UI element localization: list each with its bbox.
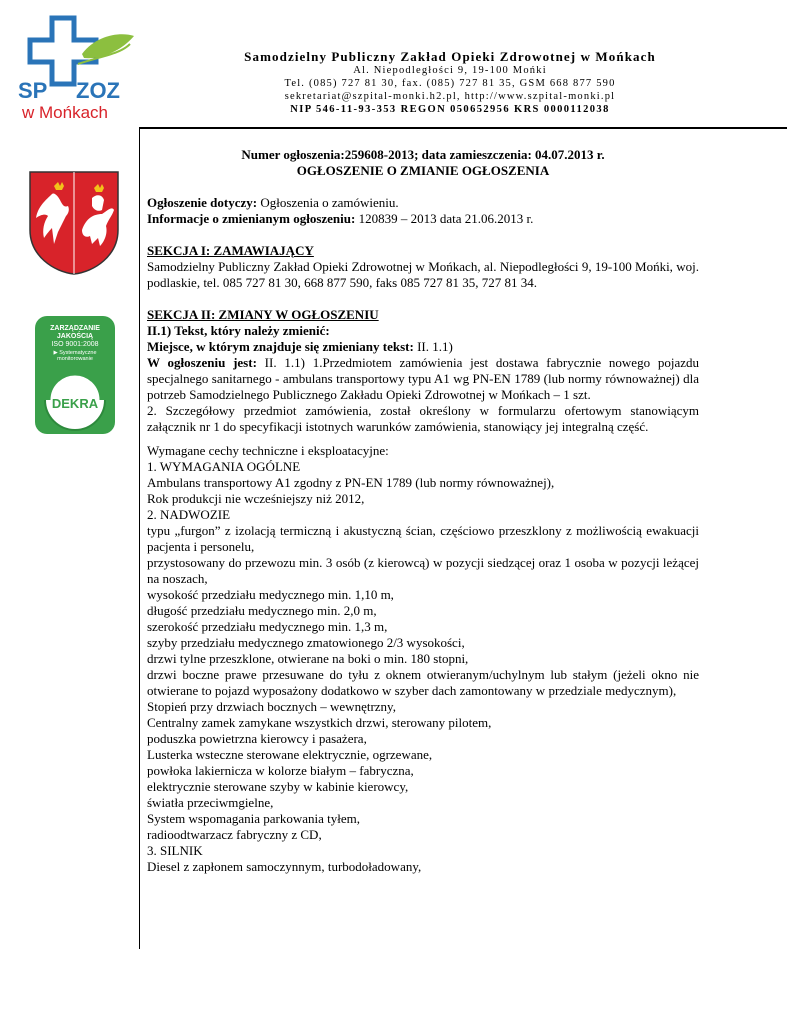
document-body [147,147,699,875]
header-divider [139,127,787,129]
institution-address: Al. Niepodległości 9, 19-100 Mońki [353,65,547,76]
institution-ids: NIP 546-11-93-353 REGON 050652956 KRS 0000112038 [290,104,610,115]
svg-text:ZARZĄDZANIE: ZARZĄDZANIE [50,325,100,332]
requirement-line: poduszka powietrzna kierowcy i pasażera, [147,731,367,746]
requirement-line: szerokość przedziału medycznego min. 1,3 m, [147,619,388,634]
institution-phones: Tel. (085) 727 81 30, fax. (085) 727 81 35, GSM 668 877 590 [284,78,616,89]
svg-text:JAKOŚCIĄ: JAKOŚCIĄ [56,333,94,340]
letterhead-text [140,50,760,116]
requirement-line: Stopień przy drzwiach bocznych – wewnętrzny, [147,699,396,714]
requirement-line: światła przeciwmgielne, [147,795,274,810]
requirement-line: typu „furgon” z izolacją termiczną i akustyczną ścian, częściowo przeszklony z możliwością ewakuacji pacjenta i personelu, [147,523,699,554]
requirement-line: 3. SILNIK [147,843,203,858]
logo-sp: SP [18,78,48,103]
margin-line [139,127,140,949]
institution-name: Samodzielny Publiczny Zakład Opieki Zdrowotnej w Mońkach [244,49,656,64]
logo-city: w Mońkach [22,103,108,122]
requirement-line: szyby przedziału medycznego zmatowionego 2/3 wysokości, [147,635,465,650]
dekra-certificate [33,314,117,436]
requirements-list [147,459,699,875]
requirement-line: 1. WYMAGANIA OGÓLNE [147,459,301,474]
requirement-line: 2. NADWOZIE [147,507,231,522]
place-line: Miejsce, w którym znajduje się zmieniany tekst: II. 1.1) [147,339,453,354]
requirement-line: elektrycznie sterowane szyby w kabinie kierowcy, [147,779,409,794]
paragraph-2: 2. Szczegółowy przedmiot zamówienia, został określony w formularzu ofertowym stanowiącym załącznik nr 1 do specyfikacji istotnych warunków zamówienia, stanowiący jej integralną część. [147,403,699,434]
requirement-line: Diesel z zapłonem samoczynnym, turbodoładowany, [147,859,422,874]
logo-zoz: ZOZ [76,78,120,103]
requirement-line: drzwi boczne prawe przesuwane do tyłu z oknem otwieranym/uchylnym lub stałym (jeżeli okno nie otwierane to pojazd wyposażony dodatkowo w szyber dach zamontowany w przedziale medycznym), [147,667,699,698]
requirement-line: Lusterka wsteczne sterowane elektrycznie, ogrzewane, [147,747,433,762]
section-2-title: SEKCJA II: ZMIANY W OGŁOSZENIU [147,307,379,322]
dekra-badge-icon [33,314,117,436]
institution-web: sekretariat@szpital-monki.h2.pl, http://www.szpital-monki.pl [284,91,616,102]
spzoz-logo [12,14,138,124]
requirement-line: drzwi tylne przeszklone, otwierane na boki o min. 180 stopni, [147,651,469,666]
requirement-line: Rok produkcji nie wcześniejszy niż 2012, [147,491,365,506]
requirements-intro: Wymagane cechy techniczne i eksploatacyjne: [147,443,389,458]
svg-text:▶ Systematyczne: ▶ Systematyczne [53,350,97,356]
section-1-title: SEKCJA I: ZAMAWIAJĄCY [147,243,314,258]
info-line: Informacje o zmienianym ogłoszeniu: 120839 – 2013 data 21.06.2013 r. [147,211,534,226]
document-title: OGŁOSZENIE O ZMIANIE OGŁOSZENIA [296,163,550,178]
svg-text:monitorowanie: monitorowanie [57,356,93,362]
in-announcement-line: W ogłoszeniu jest: II. 1.1) 1.Przedmiotem zamówienia jest dostawa fabrycznie nowego pojazdu specjalnego sanitarnego - ambulans transportowy typu A1 wg PN-EN 1789 (lub normy równoważnej) dla potrzeb Samodzielnego Publicznego Zakładu Opieki Zdrowotnej w Mońkach – 1 szt. [147,355,699,402]
coat-of-arms-emblem [28,170,120,276]
requirement-line: System wspomagania parkowania tyłem, [147,811,361,826]
concerns-line: Ogłoszenie dotyczy: Ogłoszenia o zamówieniu. [147,195,399,210]
requirement-line: powłoka lakiernicza w kolorze białym – fabryczna, [147,763,414,778]
announcement-number: Numer ogłoszenia:259608-2013; data zamieszczenia: 04.07.2013 r. [241,147,605,162]
section-1-text: Samodzielny Publiczny Zakład Opieki Zdrowotnej w Mońkach, al. Niepodległości 9, 19-100 Mońki, woj. podlaskie, tel. 085 727 81 30, 668 877 590, faks 085 727 81 35, 727 81 34. [147,259,699,290]
rider-icon [92,195,104,211]
requirement-line: długość przedziału medycznego min. 2,0 m, [147,603,377,618]
dekra-logo-text: DEKRA [51,396,99,411]
requirement-line: przystosowany do przewozu min. 3 osób (z kierowcą) w pozycji siedzącej oraz 1 osoba w pozycji leżącej na noszach, [147,555,699,586]
letterhead [0,0,791,130]
requirement-line: Ambulans transportowy A1 zgodny z PN-EN 1789 (lub normy równoważnej), [147,475,555,490]
requirement-line: wysokość przedziału medycznego min. 1,10 m, [147,587,394,602]
section-2-subtitle: II.1) Tekst, który należy zmienić: [147,323,330,338]
svg-text:ISO 9001:2008: ISO 9001:2008 [51,341,99,348]
requirement-line: radioodtwarzacz fabryczny z CD, [147,827,322,842]
requirement-line: Centralny zamek zamykane wszystkich drzwi, sterowany pilotem, [147,715,492,730]
